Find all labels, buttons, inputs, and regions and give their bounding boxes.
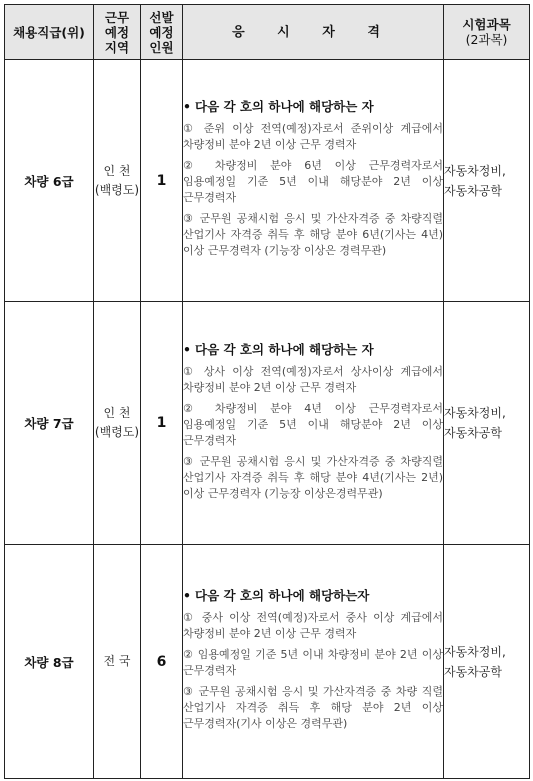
header-subjects-sub: (2과목) xyxy=(465,32,508,47)
qualification-item: ③ 군무원 공채시험 응시 및 가산자격증 중 차량직렬 산업기사 자격증 취득 후 해당 분야 4년(기사는 2년)이상 근무경력자 (기능장 이상은경력무관) xyxy=(183,454,443,500)
subject-item: 자동차정비, xyxy=(444,163,506,178)
header-count xyxy=(141,5,183,60)
count-cell: 1 xyxy=(141,302,183,545)
region-name: 전 국 xyxy=(103,654,131,668)
subjects-cell xyxy=(444,302,530,545)
qualification-cell xyxy=(183,545,444,779)
count-cell: 1 xyxy=(141,60,183,302)
grade-cell: 차량 6급 xyxy=(5,60,94,302)
header-region-line: 지역 xyxy=(104,39,130,55)
header-count-line: 선발 xyxy=(149,9,174,25)
header-qualification: 응 시 자 격 xyxy=(183,5,444,60)
header-grade: 채용직급(위) xyxy=(5,5,94,60)
qualification-heading xyxy=(183,97,443,115)
qualification-item: ③ 군무원 공채시험 응시 및 가산자격증 중 차량 직렬 산업기사 자격증 취득 후 해당 분야 2년 이상 근무경력자(기사 이상은 경력무관) xyxy=(183,685,443,730)
header-subjects xyxy=(444,5,530,60)
subject-item: 자동차정비, xyxy=(444,644,506,659)
subjects-cell xyxy=(444,60,530,302)
count-cell: 6 xyxy=(141,545,183,779)
bullet-icon: • xyxy=(183,99,191,114)
region-cell xyxy=(94,545,141,779)
grade-cell: 차량 8급 xyxy=(5,545,94,779)
qualification-cell xyxy=(183,60,444,302)
header-subjects-title: 시험과목 xyxy=(462,17,511,32)
header-region-line: 예정 xyxy=(104,24,130,40)
region-cell xyxy=(94,60,141,302)
recruitment-table xyxy=(4,4,530,779)
subject-item: 자동차공학 xyxy=(444,664,502,679)
qualification-heading-text: 다음 각 호의 하나에 해당하는 자 xyxy=(195,99,374,114)
bullet-icon: • xyxy=(183,588,191,603)
header-row xyxy=(5,5,530,60)
region-cell xyxy=(94,302,141,545)
qualification-item: ② 차량정비 분야 6년 이상 근무경력자로서 임용예정일 기준 5년 이내 해당분야 2년 이상 근무경력자 xyxy=(183,159,443,204)
qualification-heading xyxy=(183,586,443,604)
subjects-cell xyxy=(444,545,530,779)
qualification-item: ① 중사 이상 전역(예정)자로서 중사 이상 계급에서 차량정비 분야 2년 이상 근무 경력자 xyxy=(183,611,443,640)
subject-item: 자동차공학 xyxy=(444,183,502,198)
table-row xyxy=(5,60,530,302)
bullet-icon: • xyxy=(183,341,191,357)
region-name: 인 천 xyxy=(103,406,131,420)
region-detail: (백령도) xyxy=(94,425,140,439)
region-detail: (백령도) xyxy=(94,182,140,197)
qualification-cell xyxy=(183,302,444,545)
table-row xyxy=(5,302,530,545)
header-count-line: 인원 xyxy=(149,39,174,55)
subject-item: 자동차정비, xyxy=(444,406,506,420)
region-name: 인 천 xyxy=(103,163,131,178)
qualification-heading-text: 다음 각 호의 하나에 해당하는 자 xyxy=(195,341,374,357)
qualification-item: ① 상사 이상 전역(예정)자로서 상사이상 계급에서 차량정비 분야 2년 이상 근무 경력자 xyxy=(183,364,443,394)
qualification-item: ② 차량정비 분야 4년 이상 근무경력자로서 임용예정일 기준 5년 이내 해당분야 2년 이상 근무경력자 xyxy=(183,401,443,447)
qualification-item: ① 준위 이상 전역(예정)자로서 준위이상 계급에서 차량정비 분야 2년 이상 근무 경력자 xyxy=(183,122,443,151)
qualification-heading xyxy=(183,340,443,358)
header-region xyxy=(94,5,141,60)
qualification-item: ③ 군무원 공채시험 응시 및 가산자격증 중 차량직렬 산업기사 자격증 취득 후 해당 분야 6년(기사는 4년)이상 근무경력자 (기능장 이상은 경력무관) xyxy=(183,212,443,257)
qualification-item: ② 임용예정일 기준 5년 이내 차량정비 분야 2년 이상 근무경력자 xyxy=(183,648,443,677)
table-row xyxy=(5,545,530,779)
header-region-line: 근무 xyxy=(104,9,130,25)
qualification-heading-text: 다음 각 호의 하나에 해당하는자 xyxy=(195,588,370,603)
header-count-line: 예정 xyxy=(149,24,174,40)
subject-item: 자동차공학 xyxy=(444,426,502,440)
grade-cell: 차량 7급 xyxy=(5,302,94,545)
